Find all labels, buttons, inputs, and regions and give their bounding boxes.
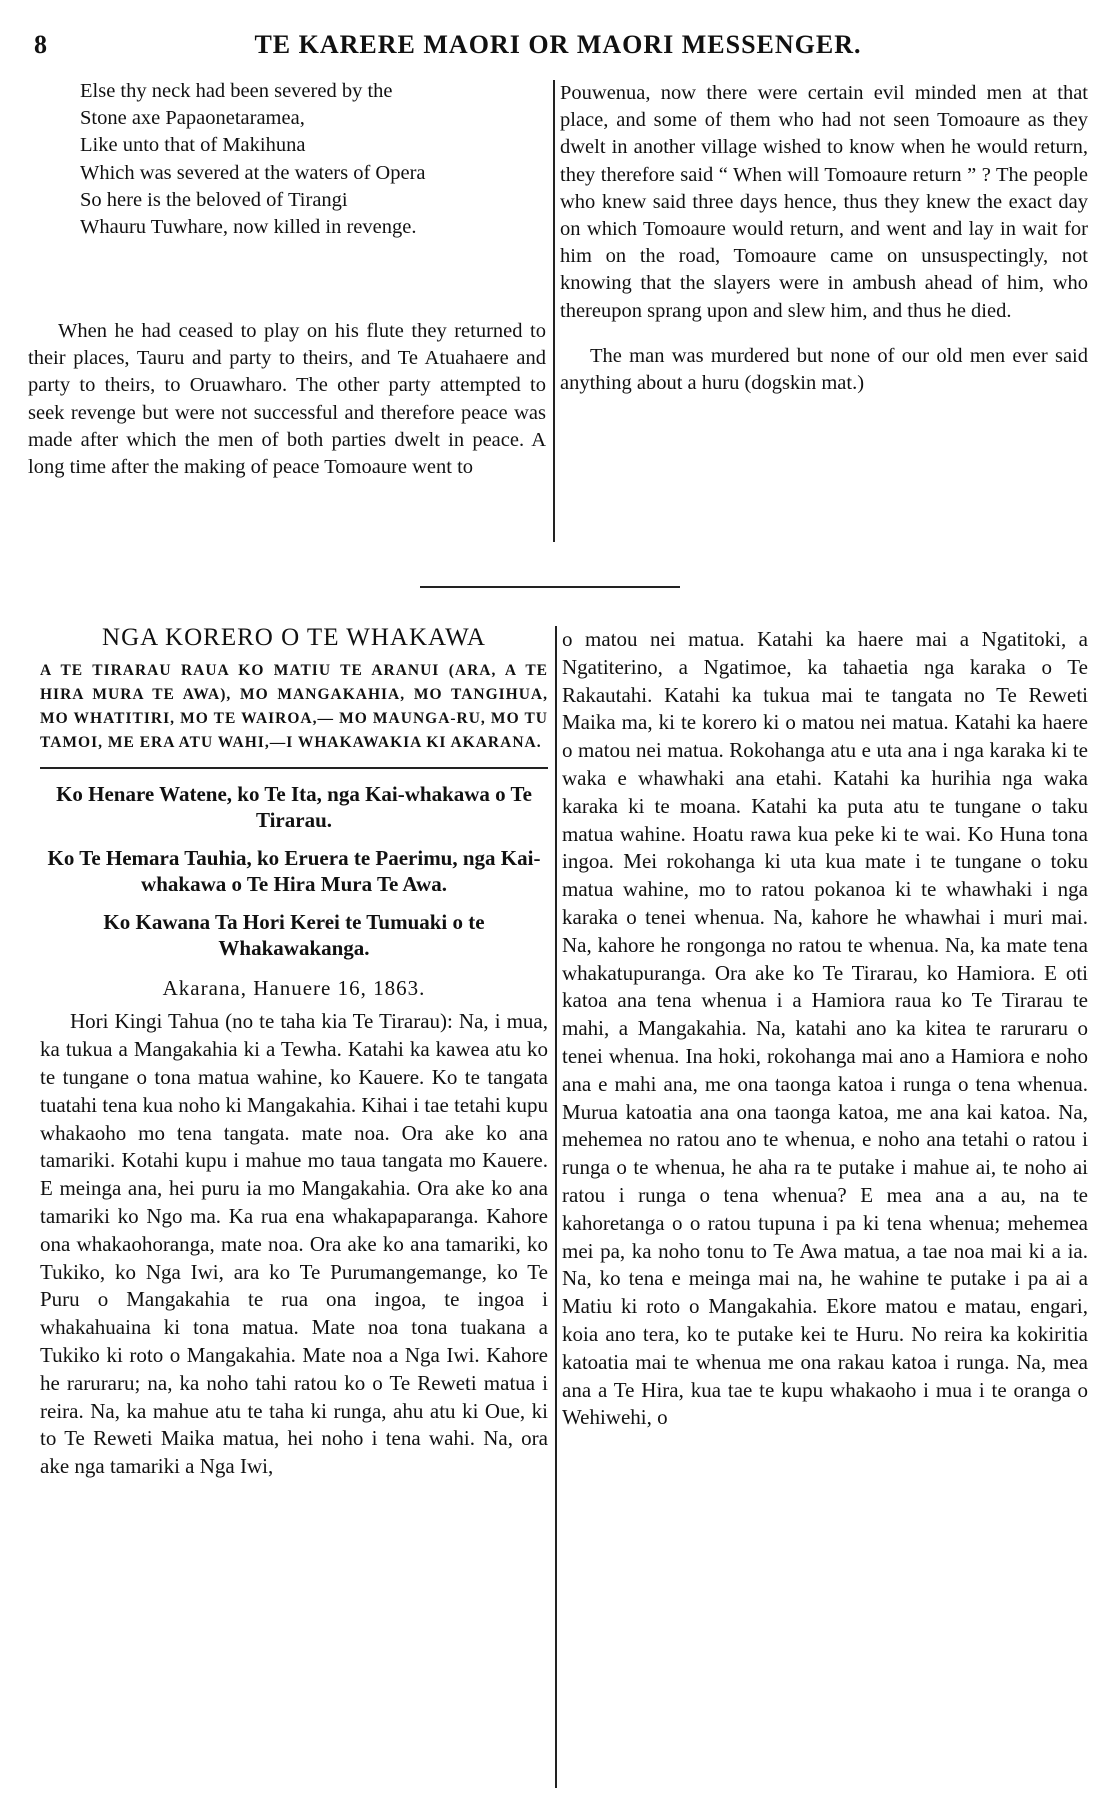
page-header: [28, 22, 1088, 62]
story-paragraph: Pouwenua, now there were certain evil minded men at that place, and some of them who had not seen Tomoaure as they dwelt in another village wished to know when he would return, they therefore said “ When will Tomoaure return ” ? The people who knew said three days hence, thus they knew the exact day on which Tomoaure would return, and went and lay in wait for him on the road, Tomoaure came on unsuspectingly, not knowing that the slayers were in ambush ahead of him, who thereupon sprang upon and slew him, and thus he died.: [560, 82, 1088, 322]
column-rule: [555, 626, 557, 1788]
story-paragraph: When he had ceased to play on his flute they returned to their places, Tauru and party to theirs, and Te Atuahaere and party to theirs, to Oruawharo. The other party attempted to seek revenge but were not successful and therefore peace was made after which the men of both parties dwelt in peace. A long time after the making of peace Tomoaure went to: [28, 320, 546, 479]
section-divider: [420, 586, 680, 588]
verse-line: Which was severed at the waters of Opera: [80, 161, 426, 184]
official-line: Ko Henare Watene, ko Te Ita, nga Kai-whakawa o Te Tirarau.: [56, 782, 532, 833]
testimony-paragraph: Hori Kingi Tahua (no te taha kia Te Tirarau): Na, i mua, ka tukua a Mangakahia ki a Tewha. Katahi ka kawea atu ko te tungane o tona matua wahine, ko Kauere. Ko te tangata tuatahi tena kua noho ki Mangakahia. Kihai i tae tetahi kupu whakaoho mo tena tangata. mate noa. Ora ake ko ana tamariki. Kotahi kupu i mahue mo taua tangata mo Kauere. E meinga ana, hei puru ia mo Mangakahia. Ora ake ko ana tamariki ko Ngo ma. Ka rua ena whakapaparanga. Kahore ona whakaohoranga, mate noa. Ora ake ko ana tamariki, ko Tukiko, ko Nga Iwi, ara ko Te Purumangemange, ko Te Puru o Mangakahia te rua ona ingoa, te ingoa i whakahuaina ki tona matua. Mate noa tona tuakana a Tukiko ki roto o Mangakahia. Mate noa a Nga Iwi. Kahore he raruraru; na, ka noho tahi ratou ko o Te Reweti matua i reira. Na, ka mahue atu te taha ki runga, ahu atu ki Oue, ki to Te Reweti Maika matua, hei noho i tena wahi. Na, ora ake nga tamariki a Nga Iwi,: [40, 1009, 548, 1479]
verse-line: Else thy neck had been severed by the: [80, 80, 393, 102]
heading-rule: [40, 767, 548, 769]
poem-verse: [80, 78, 550, 241]
testimony-paragraph: o matou nei matua. Katahi ka haere mai a Ngatitoki, a Ngatiterino, a Ngatimoe, ka tahaetia nga karaka o Te Rakautahi. Katahi ka tukua mai te tangata no Te Reweti Maika ma, ki te korero ki o matou nei matua. Katahi ka haere o matou nei matua. Rokohanga atu e uta ana i nga karaka ki te waka e whawhaki ana etahi. Katahi ka hurihia nga waka karaka ki te moana. Katahi ka puta atu te tungane o taku matua wahine. Hoatu rawa kua peke ki te wai. Ko Huna tona ingoa. Mei rokohanga ki uta kua mate i te tungane o toku matua wahine, mo to ratou pokanoa ki te whawhaki i nga karaka o tenei whenua. Na, kahore he whawhai i muri mai. Na, kahore he rongonga no ratou te whenua. Na, ka mate tena whakatupuranga. Ora ake ko Te Tirarau, ko Hamiora. E oti katoa ana tena whenua i a Hamiora raua ko Te Tirarau te mahi, a Mangakahia. Na, katahi ano ka kitea te raruraru o tenei whenua. Ina hoki, rokohanga mai ano a Hamiora e noho ana e mahi ana, me ona taonga katoa i runga o tena whenua. Murua katoatia ana ona taonga katoa, me ana kai katoa. Na, mehemea no ratou ano te whenua, e noho ana tetahi o ratou i runga o te whenua, he aha ra te putake i mahue ai, te noho ai ratou i runga o tena whenua? E mea ana a au, na te kahoretanga o o ratou tupuna i pa ki tena whenua; mehemea mei pa, ka noho tonu to Te Awa matua, a tae noa mai ki a ia. Na, ko tena e meinga mai na, he wahine te putake i pa ai a Matiu ki roto o Mangakahia. Ekore matou e matau, engari, koia ano tera, ko te putake kei te Huru. No reira ka kokiritia katoatia mai te whenua me ona rakau katoa i runga. Na, mea ana a Te Hira, kua tae te kupu whakaoho i mua i te oranga o Wehiwehi, o: [562, 627, 1088, 1430]
verse-line: Stone axe Papaonetaramea,: [80, 107, 305, 130]
bottom-left-column: [40, 624, 548, 1481]
official-line: Ko Te Hemara Tauhia, ko Eruera te Paerimu, nga Kai-whakawa o Te Hira Mura Te Awa.: [47, 846, 541, 897]
top-left-column: [80, 78, 550, 241]
running-title: TE KARERE MAORI OR MAORI MESSENGER.: [254, 30, 862, 59]
top-right-column: [560, 80, 1088, 397]
top-left-paragraph-col: [28, 318, 546, 481]
verse-line: Like unto that of Makihuna: [80, 134, 306, 157]
page-number: 8: [34, 30, 47, 59]
bottom-right-column: [562, 626, 1088, 1432]
section-subtitle: A TE TIRARAU RAUA KO MATIU TE ARANUI (ARA, A TE HIRA MURA TE AWA), MO MANGAKAHIA, MO TANGIHUA, MO WHATITIRI, MO TE WAIROA,— MO MAUNGA-RU, MO TU TAMOI, ME ERA ATU WAHI,—I WHAKAWAKIA KI AKARANA.: [40, 662, 548, 752]
column-rule: [553, 80, 555, 542]
section-title: NGA KORERO O TE WHAKAWA: [102, 624, 486, 651]
story-paragraph: The man was murdered but none of our old men ever said anything about a huru (dogskin mat.): [560, 344, 1088, 395]
dateline: Akarana, Hanuere 16, 1863.: [162, 976, 426, 1001]
verse-line: Whauru Tuwhare, now killed in revenge.: [80, 216, 417, 239]
verse-line: So here is the beloved of Tirangi: [80, 188, 348, 211]
official-line: Ko Kawana Ta Hori Kerei te Tumuaki o te Whakawakanga.: [103, 910, 485, 961]
